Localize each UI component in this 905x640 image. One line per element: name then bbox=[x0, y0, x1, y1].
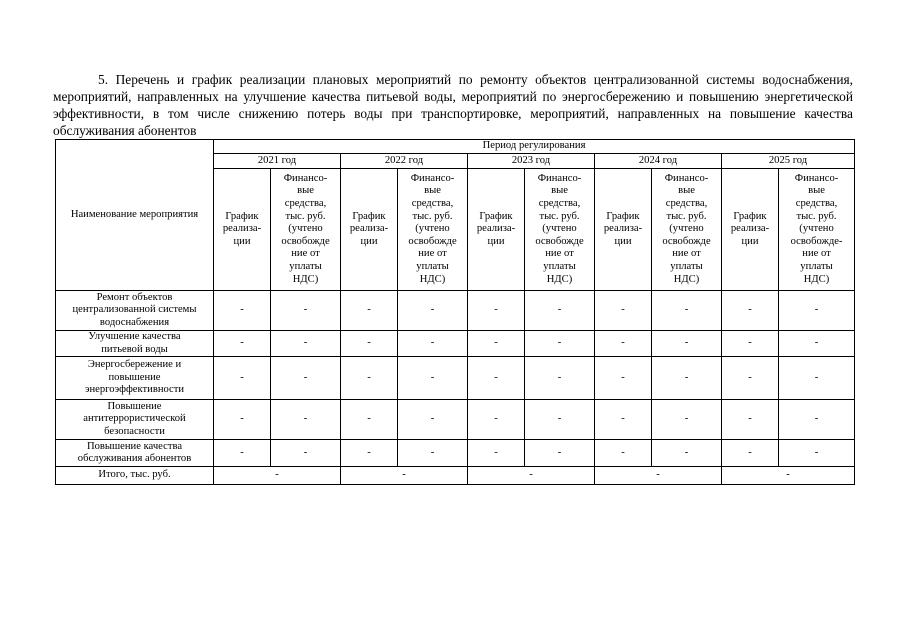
value-cell: - bbox=[652, 400, 722, 440]
finance-column-header bbox=[398, 169, 468, 291]
header-line: средства, bbox=[665, 198, 708, 210]
header-line: средства, bbox=[795, 198, 838, 210]
finance-column-header bbox=[525, 169, 595, 291]
header-line: освобожде bbox=[535, 235, 584, 247]
schedule-column-header bbox=[214, 169, 271, 291]
value-cell: - bbox=[652, 331, 722, 357]
value-cell: - bbox=[398, 331, 468, 357]
header-line: вые bbox=[808, 185, 825, 197]
total-label: Итого, тыс. руб. bbox=[56, 467, 214, 485]
name-column-header: Наименование мероприятия bbox=[56, 140, 214, 291]
value-cell: - bbox=[595, 440, 652, 467]
header-line: (учтено bbox=[799, 223, 834, 235]
value-cell: - bbox=[595, 357, 652, 400]
header-line: НДС) bbox=[673, 273, 700, 285]
value-cell: - bbox=[398, 400, 468, 440]
measures-table bbox=[55, 139, 855, 485]
header-line: ции bbox=[487, 235, 505, 247]
value-cell: - bbox=[398, 357, 468, 400]
value-cell: - bbox=[214, 400, 271, 440]
finance-column-header bbox=[779, 169, 855, 291]
measure-name-line: обслуживания абонентов bbox=[77, 453, 192, 465]
total-value: - bbox=[214, 467, 341, 485]
value-cell: - bbox=[271, 357, 341, 400]
table-row bbox=[56, 357, 855, 400]
year-header: 2022 год bbox=[341, 154, 468, 169]
value-cell: - bbox=[214, 357, 271, 400]
value-cell: - bbox=[652, 291, 722, 331]
header-line: уплаты bbox=[800, 260, 833, 272]
total-row bbox=[56, 467, 855, 485]
header-line: ции bbox=[614, 235, 632, 247]
section-heading-text: 5. Перечень и график реализации плановых мероприятий по ремонту объектов централизованной системы водоснабжения, мероприятий, направленных на улучшение качества питьевой воды, мероприятий по энергосбережению и повышению энергетической эффективности, в том числе снижению потерь воды при транспортировке, мероприятий, направленных на повышение качества обслуживания абонентов bbox=[53, 72, 853, 138]
header-line: вые bbox=[297, 185, 314, 197]
finance-column-header bbox=[271, 169, 341, 291]
header-line: НДС) bbox=[292, 273, 319, 285]
header-line: средства, bbox=[411, 198, 454, 210]
year-header: 2025 год bbox=[722, 154, 855, 169]
header-line: реализа- bbox=[222, 223, 262, 235]
table-row bbox=[56, 331, 855, 357]
header-line: ции bbox=[741, 235, 759, 247]
measure-name-line: безопасности bbox=[104, 425, 165, 437]
value-cell: - bbox=[779, 400, 855, 440]
header-line: ние от bbox=[418, 248, 447, 260]
section-heading bbox=[53, 71, 853, 139]
header-line: Финансо- bbox=[410, 172, 455, 184]
header-line: График bbox=[352, 210, 386, 222]
header-line: НДС) bbox=[419, 273, 446, 285]
header-line: уплаты bbox=[543, 260, 576, 272]
measure-name bbox=[56, 357, 214, 400]
schedule-column-header bbox=[341, 169, 398, 291]
value-cell: - bbox=[525, 440, 595, 467]
header-line: тыс. руб. bbox=[285, 210, 326, 222]
header-line: ции bbox=[360, 235, 378, 247]
measure-name-line: энергоэффективности bbox=[84, 384, 185, 396]
header-line: средства, bbox=[284, 198, 327, 210]
value-cell: - bbox=[652, 357, 722, 400]
measure-name-line: повышение bbox=[108, 371, 161, 383]
value-cell: - bbox=[271, 400, 341, 440]
header-line: реализа- bbox=[730, 223, 770, 235]
header-line: (учтено bbox=[288, 223, 323, 235]
table-row bbox=[56, 400, 855, 440]
value-cell: - bbox=[341, 291, 398, 331]
header-line: тыс. руб. bbox=[539, 210, 580, 222]
header-line: НДС) bbox=[546, 273, 573, 285]
measure-name-line: Энергосбережение и bbox=[87, 359, 182, 371]
measure-name-line: водоснабжения bbox=[99, 316, 170, 328]
value-cell: - bbox=[341, 357, 398, 400]
measure-name-line: Повышение bbox=[107, 400, 162, 412]
period-header: Период регулирования bbox=[214, 140, 855, 154]
year-header: 2024 год bbox=[595, 154, 722, 169]
header-line: График bbox=[733, 210, 767, 222]
header-line: ние от bbox=[291, 248, 320, 260]
year-header: 2021 год bbox=[214, 154, 341, 169]
value-cell: - bbox=[722, 400, 779, 440]
header-line: вые bbox=[551, 185, 568, 197]
header-line: реализа- bbox=[349, 223, 389, 235]
header-line: тыс. руб. bbox=[412, 210, 453, 222]
value-cell: - bbox=[595, 400, 652, 440]
value-cell: - bbox=[525, 291, 595, 331]
value-cell: - bbox=[214, 440, 271, 467]
measure-name-line: антитеррористической bbox=[83, 413, 186, 425]
header-line: вые bbox=[678, 185, 695, 197]
total-value: - bbox=[595, 467, 722, 485]
header-line: (учтено bbox=[415, 223, 450, 235]
value-cell: - bbox=[468, 440, 525, 467]
value-cell: - bbox=[341, 400, 398, 440]
table-row bbox=[56, 291, 855, 331]
value-cell: - bbox=[722, 291, 779, 331]
header-row-period bbox=[56, 140, 855, 154]
header-line: освобожде- bbox=[790, 235, 843, 247]
value-cell: - bbox=[722, 331, 779, 357]
value-cell: - bbox=[271, 440, 341, 467]
measure-name-line: питьевой воды bbox=[101, 343, 168, 355]
header-line: Финансо- bbox=[283, 172, 328, 184]
value-cell: - bbox=[468, 331, 525, 357]
header-line: График bbox=[479, 210, 513, 222]
schedule-column-header bbox=[468, 169, 525, 291]
measure-name-line: централизованной системы bbox=[72, 304, 197, 316]
header-line: уплаты bbox=[670, 260, 703, 272]
value-cell: - bbox=[779, 357, 855, 400]
value-cell: - bbox=[468, 400, 525, 440]
header-line: Финансо- bbox=[537, 172, 582, 184]
header-line: освобожде bbox=[408, 235, 457, 247]
value-cell: - bbox=[722, 440, 779, 467]
measure-name bbox=[56, 331, 214, 357]
measure-name bbox=[56, 291, 214, 331]
header-line: уплаты bbox=[416, 260, 449, 272]
value-cell: - bbox=[595, 331, 652, 357]
header-line: реализа- bbox=[476, 223, 516, 235]
year-header: 2023 год bbox=[468, 154, 595, 169]
header-line: (учтено bbox=[542, 223, 577, 235]
value-cell: - bbox=[468, 291, 525, 331]
header-line: Финансо- bbox=[664, 172, 709, 184]
header-line: ние от bbox=[802, 248, 831, 260]
measure-name bbox=[56, 400, 214, 440]
value-cell: - bbox=[398, 440, 468, 467]
table-row bbox=[56, 440, 855, 467]
value-cell: - bbox=[779, 331, 855, 357]
header-line: (учтено bbox=[669, 223, 704, 235]
header-line: ции bbox=[233, 235, 251, 247]
value-cell: - bbox=[271, 331, 341, 357]
measure-name-line: Улучшение качества bbox=[88, 331, 181, 342]
value-cell: - bbox=[779, 440, 855, 467]
measure-name bbox=[56, 440, 214, 467]
header-line: средства, bbox=[538, 198, 581, 210]
value-cell: - bbox=[341, 331, 398, 357]
header-line: ние от bbox=[672, 248, 701, 260]
header-line: тыс. руб. bbox=[796, 210, 837, 222]
measure-name-line: Ремонт объектов bbox=[96, 291, 173, 303]
value-cell: - bbox=[722, 357, 779, 400]
value-cell: - bbox=[595, 291, 652, 331]
value-cell: - bbox=[214, 331, 271, 357]
value-cell: - bbox=[525, 331, 595, 357]
value-cell: - bbox=[525, 357, 595, 400]
header-line: НДС) bbox=[803, 273, 830, 285]
total-value: - bbox=[341, 467, 468, 485]
header-line: Финансо- bbox=[794, 172, 839, 184]
value-cell: - bbox=[398, 291, 468, 331]
header-line: реализа- bbox=[603, 223, 643, 235]
measure-name-line: Повышение качества bbox=[86, 440, 183, 452]
header-line: освобожде bbox=[662, 235, 711, 247]
value-cell: - bbox=[525, 400, 595, 440]
finance-column-header bbox=[652, 169, 722, 291]
value-cell: - bbox=[341, 440, 398, 467]
schedule-column-header bbox=[595, 169, 652, 291]
total-value: - bbox=[722, 467, 855, 485]
header-line: уплаты bbox=[289, 260, 322, 272]
value-cell: - bbox=[468, 357, 525, 400]
schedule-column-header bbox=[722, 169, 779, 291]
header-line: График bbox=[225, 210, 259, 222]
header-line: вые bbox=[424, 185, 441, 197]
value-cell: - bbox=[652, 440, 722, 467]
header-line: ние от bbox=[545, 248, 574, 260]
total-value: - bbox=[468, 467, 595, 485]
value-cell: - bbox=[214, 291, 271, 331]
value-cell: - bbox=[271, 291, 341, 331]
header-line: График bbox=[606, 210, 640, 222]
value-cell: - bbox=[779, 291, 855, 331]
header-line: освобожде bbox=[281, 235, 330, 247]
header-line: тыс. руб. bbox=[666, 210, 707, 222]
